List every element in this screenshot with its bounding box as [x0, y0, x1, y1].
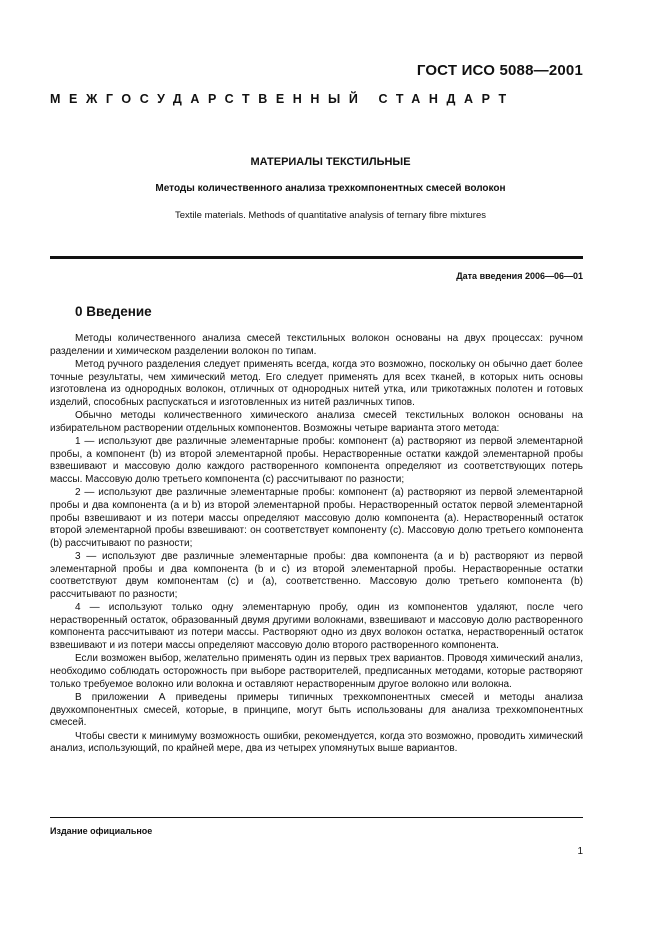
document-subtitle: Методы количественного анализа трехкомпонентных смесей волокон	[155, 183, 506, 194]
footer-divider	[50, 817, 583, 818]
standard-number: ГОСТ ИСО 5088—2001	[416, 62, 583, 79]
edition-label: Издание официальное	[50, 826, 153, 836]
paragraph: Если возможен выбор, желательно применять один из первых трех вариантов. Проводя химический анализ, необходимо соблюдать осторожность при выборе растворителей, предписанных методами, которые растворяют только требуемое волокно или волокна и оставляют нерастворенным другое волокно или волокна.	[50, 653, 583, 690]
paragraph: 1 — используют две различные элементарные пробы: компонент (a) растворяют из первой элементарной пробы, а компонент (b) из второй элементарной пробы. Нерастворенные остатки каждой элементарной пробы взвешивают и массовую долю каждого растворенного компонента определяют из соответствующих потерь массы. Массовую долю третьего компонента (c) рассчитывают по разности;	[50, 436, 583, 485]
page-number: 1	[577, 846, 583, 857]
title-divider	[50, 256, 583, 259]
section-body	[50, 333, 583, 757]
paragraph: Обычно методы количественного химического анализа смесей текстильных волокон основаны на избирательном растворении отдельных компонентов. Возможны четыре варианта этого метода:	[50, 410, 583, 434]
paragraph: 2 — используют две различные элементарные пробы: компонент (a) растворяют из первой элементарной пробы и два компонента (a и b) из второй элементарной пробы. Нерастворенный остаток первой элементарной пробы взвешивают и из потери массы определяют массовую долю компонента (a). Нерастворенный остаток второй элементарной пробы взвешивают: он соответствует компоненту (c). Массовую долю третьего компонента (b) рассчитывают по разности;	[50, 487, 583, 549]
introduction-date: Дата введения 2006—06—01	[456, 271, 583, 281]
interstate-standard-label: МЕЖГОСУДАРСТВЕННЫЙ СТАНДАРТ	[50, 92, 515, 106]
paragraph: 3 — используют две различные элементарные пробы: два компонента (a и b) растворяют из первой элементарной пробы и два компонента (b и c) из второй элементарной пробы. Нерастворенные остатки соответствуют двум компонентам (c) и (a), соответственно. Массовую долю третьего компонента (b) рассчитывают по разности;	[50, 551, 583, 600]
paragraph: В приложении А приведены примеры типичных трехкомпонентных смесей и методы анализа двухкомпонентных смесей, которые, в принципе, могут быть использованы для анализа трехкомпонентных смесей.	[50, 692, 583, 729]
paragraph: 4 — используют только одну элементарную пробу, один из компонентов удаляют, после чего нерастворенный остаток, образованный двумя другими волокнами, взвешивают и массовую долю растворенного компонента рассчитывают из потери массы. Растворяют одно из двух волокон остатка, нерастворенный остаток взвешивают и из потери массы определяют массовую долю второго растворенного компонента.	[50, 602, 583, 652]
paragraph: Чтобы свести к минимуму возможность ошибки, рекомендуется, когда это возможно, проводить химический анализ, использующий, по крайней мере, два из четырех упомянутых выше вариантов.	[50, 730, 583, 755]
document-title-english: Textile materials. Methods of quantitative analysis of ternary fibre mixtures	[175, 210, 486, 221]
paragraph: Метод ручного разделения следует применять всегда, когда это возможно, поскольку он обычно дает более точные результаты, чем химический метод. Его следует применять для всех тканей, в которых нить основы изготовлена из однородных волокон, отличных от однородных нитей утка, или трикотажных полотен и готовых изделий, способных распускаться и изготовленных из нитей различных типов.	[50, 358, 583, 408]
document-title: МАТЕРИАЛЫ ТЕКСТИЛЬНЫЕ	[250, 156, 411, 168]
section-heading: 0 Введение	[75, 304, 152, 319]
paragraph: Методы количественного анализа смесей текстильных волокон основаны на двух процессах: ручном разделении и химическом разделении волокон по типам.	[50, 333, 583, 357]
